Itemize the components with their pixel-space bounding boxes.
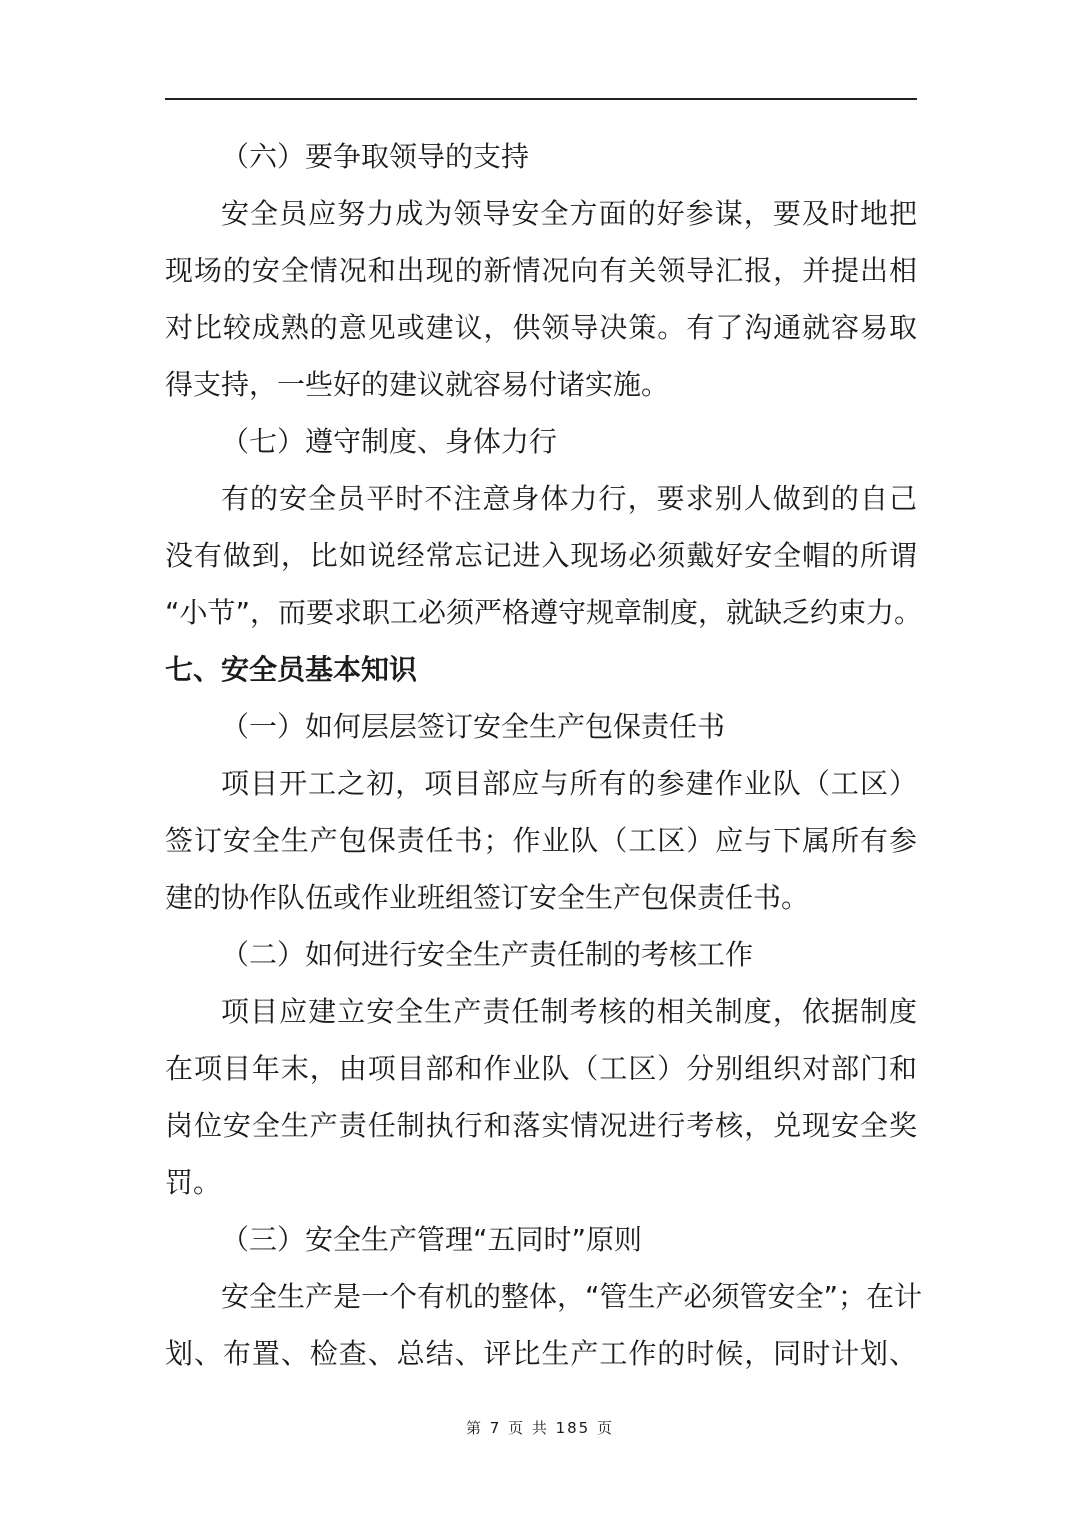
paragraph-line: （三）安全生产管理“五同时”原则 xyxy=(221,1223,643,1256)
paragraph-line: 安全员应努力成为领导安全方面的好参谋，要及时地把 xyxy=(221,197,917,230)
paragraph-line: （一）如何层层签订安全生产包保责任书 xyxy=(221,710,726,743)
paragraph-line: （二）如何进行安全生产责任制的考核工作 xyxy=(221,938,754,971)
paragraph-line: 建的协作队伍或作业班组签订安全生产包保责任书。 xyxy=(165,881,810,914)
page-number-footer: 第 7 页 共 185 页 xyxy=(465,1419,614,1437)
paragraph-line: 罚。 xyxy=(165,1166,222,1199)
paragraph-line: 在项目年末，由项目部和作业队（工区）分别组织对部门和 xyxy=(165,1052,917,1085)
paragraph-line: （六）要争取领导的支持 xyxy=(221,140,530,173)
paragraph-line: 对比较成熟的意见或建议，供领导决策。有了沟通就容易取 xyxy=(165,311,917,344)
paragraph-line: 签订安全生产包保责任书；作业队（工区）应与下属所有参 xyxy=(165,824,917,857)
paragraph-line: “小节”，而要求职工必须严格遵守规章制度，就缺乏约束力。 xyxy=(165,596,923,629)
paragraph-line: （七）遵守制度、身体力行 xyxy=(221,425,558,458)
section-heading: 七、安全员基本知识 xyxy=(165,653,418,686)
document-body xyxy=(165,128,923,1382)
header-rule xyxy=(165,98,917,100)
paragraph-line: 有的安全员平时不注意身体力行，要求别人做到的自己 xyxy=(221,482,917,515)
paragraph-line: 没有做到，比如说经常忘记进入现场必须戴好安全帽的所谓 xyxy=(165,539,917,572)
paragraph-line: 安全生产是一个有机的整体，“管生产必须管安全”；在计 xyxy=(221,1280,923,1313)
paragraph-line: 项目应建立安全生产责任制考核的相关制度，依据制度 xyxy=(221,995,917,1028)
paragraph-line: 现场的安全情况和出现的新情况向有关领导汇报，并提出相 xyxy=(165,254,917,287)
paragraph-line: 岗位安全生产责任制执行和落实情况进行考核，兑现安全奖 xyxy=(165,1109,917,1142)
paragraph-line: 项目开工之初，项目部应与所有的参建作业队（工区） xyxy=(221,767,917,800)
paragraph-line: 划、布置、检查、总结、评比生产工作的时候，同时计划、 xyxy=(165,1337,917,1370)
paragraph-line: 得支持，一些好的建议就容易付诸实施。 xyxy=(165,368,670,401)
